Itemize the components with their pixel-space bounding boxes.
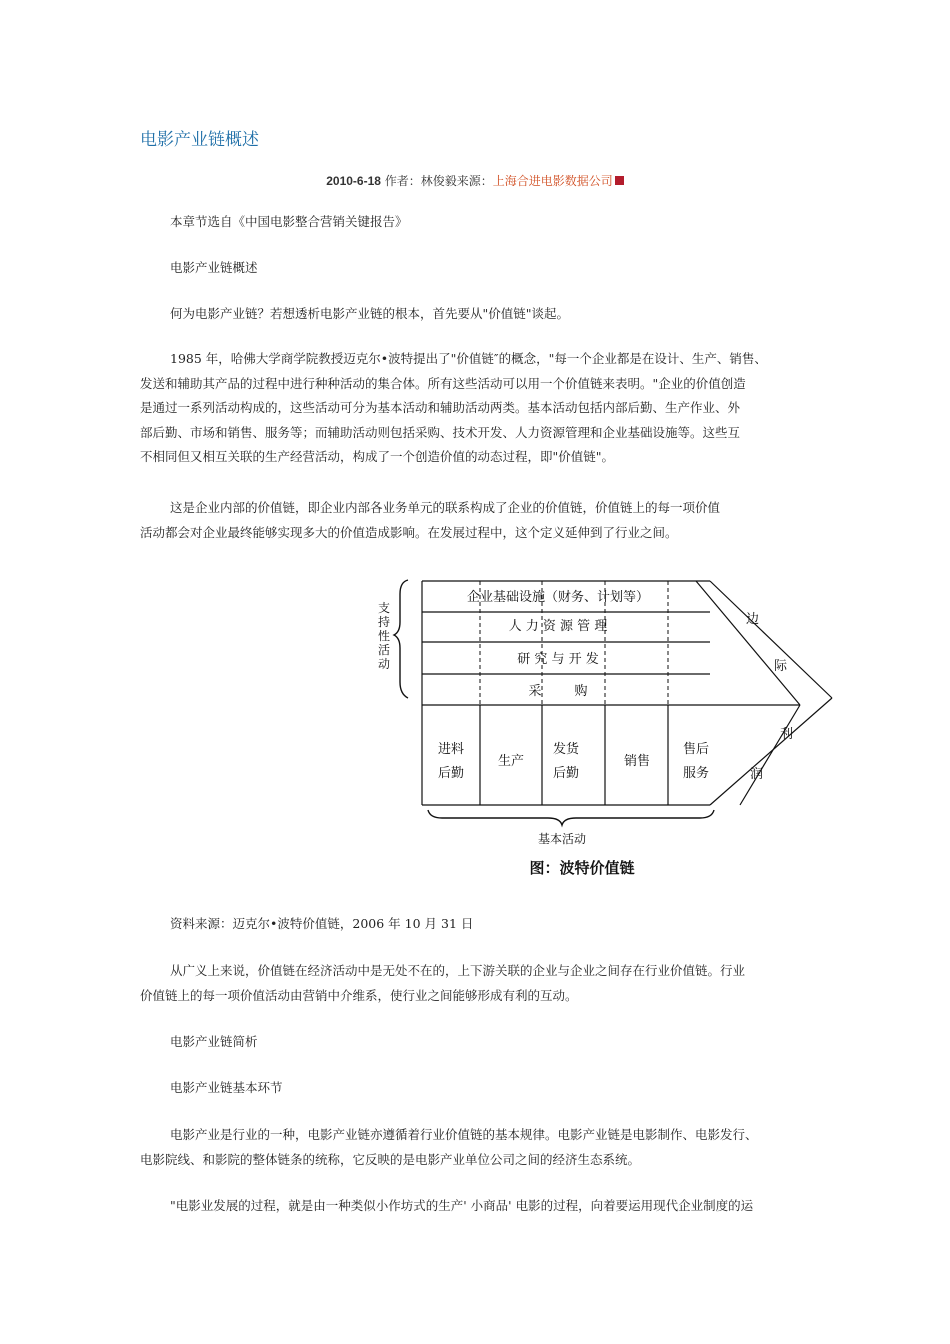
- text-line: 活动都会对企业最终能够实现多大的价值造成影响。在发展过程中，这个定义延伸到了行业之间。: [140, 524, 678, 540]
- text-line: 从广义上来说，价值链在经济活动中是无处不在的，上下游关联的企业与企业之间存在行业价值链。行业: [170, 963, 746, 978]
- primary-inbound-1: 进料: [437, 742, 465, 757]
- support-label-char: 性: [377, 629, 391, 643]
- text-line: 电影产业是行业的一种，电影产业链亦遵循着行业价值链的基本规律。电影产业链是电影制作、电影发行、: [170, 1127, 758, 1142]
- margin-char: 边: [746, 612, 760, 627]
- text-line: 发送和辅助其产品的过程中进行种种活动的集合体。所有这些活动可以用一个价值链来表明。"企业的价值创造: [140, 375, 746, 391]
- author-label: 作者：林俊毅来源：: [380, 174, 493, 188]
- primary-inbound-2: 后勤: [437, 766, 465, 781]
- paragraph: [140, 1123, 812, 1172]
- margin-char: 际: [774, 659, 788, 674]
- section-heading: 电影产业链基本环节: [170, 1080, 283, 1095]
- primary-service-2: 服务: [682, 766, 710, 781]
- margin-char: 润: [750, 767, 764, 782]
- margin-char: 利: [780, 727, 794, 742]
- primary-operations: 生产: [497, 754, 525, 769]
- source-note: 资料来源：迈克尔•波特价值链，2006 年 10 月 31 日: [170, 916, 474, 931]
- support-label-char: 动: [377, 657, 391, 671]
- text-line: 部后勤、市场和销售、服务等；而辅助活动则包括采购、技术开发、人力资源管理和企业基础设施等。这些互: [140, 424, 741, 440]
- paragraph: [140, 959, 812, 1008]
- primary-sales: 销售: [623, 754, 651, 769]
- paragraph: 本章节选自《中国电影整合营销关键报告》: [170, 214, 408, 229]
- paragraph: [140, 496, 812, 545]
- text-line: 是通过一系列活动构成的，这些活动可分为基本活动和辅助活动两类。基本活动包括内部后勤、生产作业、外: [140, 400, 741, 415]
- primary-outbound-2: 后勤: [552, 766, 580, 781]
- text-line: 1985 年，哈佛大学商学院教授迈克尔•波特提出了"价值链″的概念，"每一个企业都是在设计、生产、销售、: [170, 351, 767, 366]
- support-row-rd: 研 究 与 开 发: [517, 652, 599, 667]
- article-title: 电影产业链概述: [140, 130, 259, 150]
- primary-service-1: 售后: [682, 742, 710, 757]
- text-line: 价值链上的每一项价值活动由营销中介维系，使行业之间能够形成有利的互动。: [140, 987, 578, 1003]
- section-heading: 电影产业链概述: [170, 260, 258, 275]
- support-label-char: 活: [377, 643, 391, 657]
- support-label-char: 支: [377, 601, 391, 615]
- square-icon: [615, 176, 624, 185]
- paragraph: "电影业发展的过程，就是由一种类似小作坊式的生产' 小商品' 电影的过程，向着要运用现代企业制度的运: [170, 1198, 754, 1213]
- support-label-char: 持: [377, 615, 391, 629]
- article-date: 2010-6-18: [326, 174, 381, 188]
- text-line: 这是企业内部的价值链，即企业内部各业务单元的联系构成了企业的价值链，价值链上的每一项价值: [170, 500, 721, 515]
- paragraph-value-chain: [140, 347, 812, 470]
- value-chain-diagram: [370, 570, 840, 890]
- diagram-caption: 图：波特价值链: [529, 859, 635, 877]
- text-line: 电影院线、和影院的整体链条的统称，它反映的是电影产业单位公司之间的经济生态系统。: [140, 1151, 641, 1167]
- primary-outbound-1: 发货: [552, 742, 580, 757]
- source-link[interactable]: 上海合进电影数据公司: [492, 174, 613, 188]
- text-line: 不相同但又相互关联的生产经营活动，构成了一个创造价值的动态过程，即"价值链"。: [140, 449, 615, 464]
- support-row-procurement: 采 购: [528, 684, 588, 699]
- paragraph: 何为电影产业链？若想透析电影产业链的根本，首先要从"价值链"谈起。: [170, 306, 570, 321]
- primary-activities-label: 基本活动: [537, 832, 587, 846]
- support-row-hr: 人 力 资 源 管 理: [508, 619, 608, 634]
- support-row-infrastructure: 企业基础设施（财务、计划等）: [466, 590, 650, 605]
- article-meta: [0, 172, 950, 189]
- section-heading: 电影产业链简析: [170, 1034, 258, 1049]
